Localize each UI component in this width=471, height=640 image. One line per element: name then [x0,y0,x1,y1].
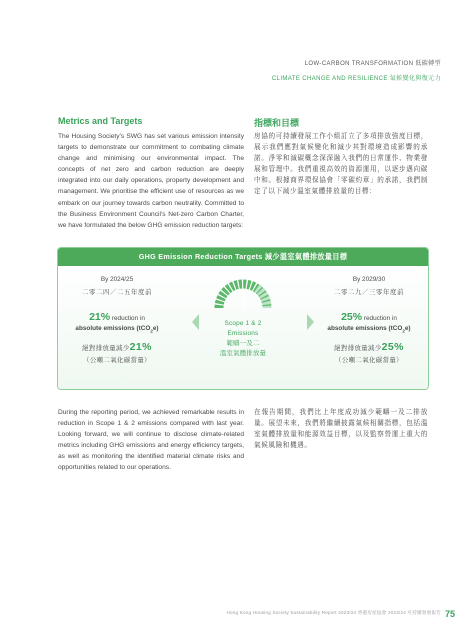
ghg-targets-panel [57,247,429,390]
target-reduction-en [58,312,176,336]
report-footer: Hong Kong Housing Society Sustainability Report 2023/24 香港房屋協會 2023/24 可持續發展報告 [226,610,441,615]
ghg-targets-body [58,266,428,390]
intro-paragraph-en: The Housing Society’s SWG has set various emission intensity targets to demonstrate our commitment to combating climate change and minimising our environmental impact. The concepts of net zero and carbon reduction are deeply integrated into our daily operations, property development and management. We prioritise the efficient use of resources as we embark on our journey towards carbon neutrality. Committed to the Business Environment Council’s Net-zero Carbon Charter, we have formulated the below GHG emission reduction targets: [58,133,244,229]
outro-paragraph-en: During the reporting period, we achieved remarkable results in reduction in Scope 1 & 2 emissions compared with last year. Looking forward, we will continue to disclose climate-related metrics including GHG emissions and energy efficiency targets, as well as monitoring the identified material climate risks and opportunities related to our operations. [58,409,244,472]
intro-paragraph-zh: 房協的可持續發展工作小組訂立了多項排放強度目標，展示我們應對氣候變化和減少其對環境造成影響的承諾。淨零和減碳概念深深融入我們的日常運作、物業發展和管理中。我們重視高效的資源運用，以逐步邁向碳中和。根據商界環保協會「零碳約章」的承諾，我們制定了以下減少溫室氣體排放量的目標： [254,133,428,196]
target-year: By 2024/25 [100,276,134,283]
target-year: By 2029/30 [352,276,386,283]
section-category: LOW-CARBON TRANSFORMATION 低碳轉型 [304,61,441,67]
target-2029-30 [310,276,428,367]
target-reduction-en [310,312,428,336]
reduction-label: reduction in [363,315,397,322]
target-2024-25 [58,276,176,367]
target-year-zh: 二零二九／三零年度前 [334,289,404,296]
section-header [272,58,441,85]
section-subcategory: CLIMATE CHANGE AND RESILIENCE 氣候變化與復元力 [271,76,441,82]
page-number: 75 [444,609,455,619]
scope-label: Scope 1 & 2 Emissions 範疇一及二 溫室氣體排放量 [219,320,267,357]
absolute-emissions-label: absolute emissions (tCO$_2$e) [327,325,411,334]
outro-paragraph-zh: 在報告期間，我們比上年度成功減少範疇一及二排放量。展望未來，我們將繼續披露氣候相關指標，包括溫室氣體排放量和能源效益目標，以及監察營運上重大的氣候風險和機遇。 [254,409,428,450]
ghg-targets-title: GHG Emission Reduction Targets 減少溫室氣體排放量目標 [58,248,428,266]
target-percent: 25% [341,311,363,323]
emissions-gauge-icon [213,274,273,310]
scope-emissions-center [198,274,288,359]
reduction-label: reduction in [111,315,145,322]
target-reduction-zh: 絕對排放量減少25% （公噸二氧化碳當量） [334,341,404,365]
metrics-heading-zh: 指標和目標 [254,118,300,128]
target-reduction-zh: 絕對排放量減少21% （公噸二氧化碳當量） [82,341,152,365]
metrics-heading-en: Metrics and Targets [58,116,143,126]
target-year-zh: 二零二四／二五年度前 [82,289,152,296]
target-percent: 21% [89,311,111,323]
absolute-emissions-label: absolute emissions (tCO$_2$e) [75,325,159,334]
